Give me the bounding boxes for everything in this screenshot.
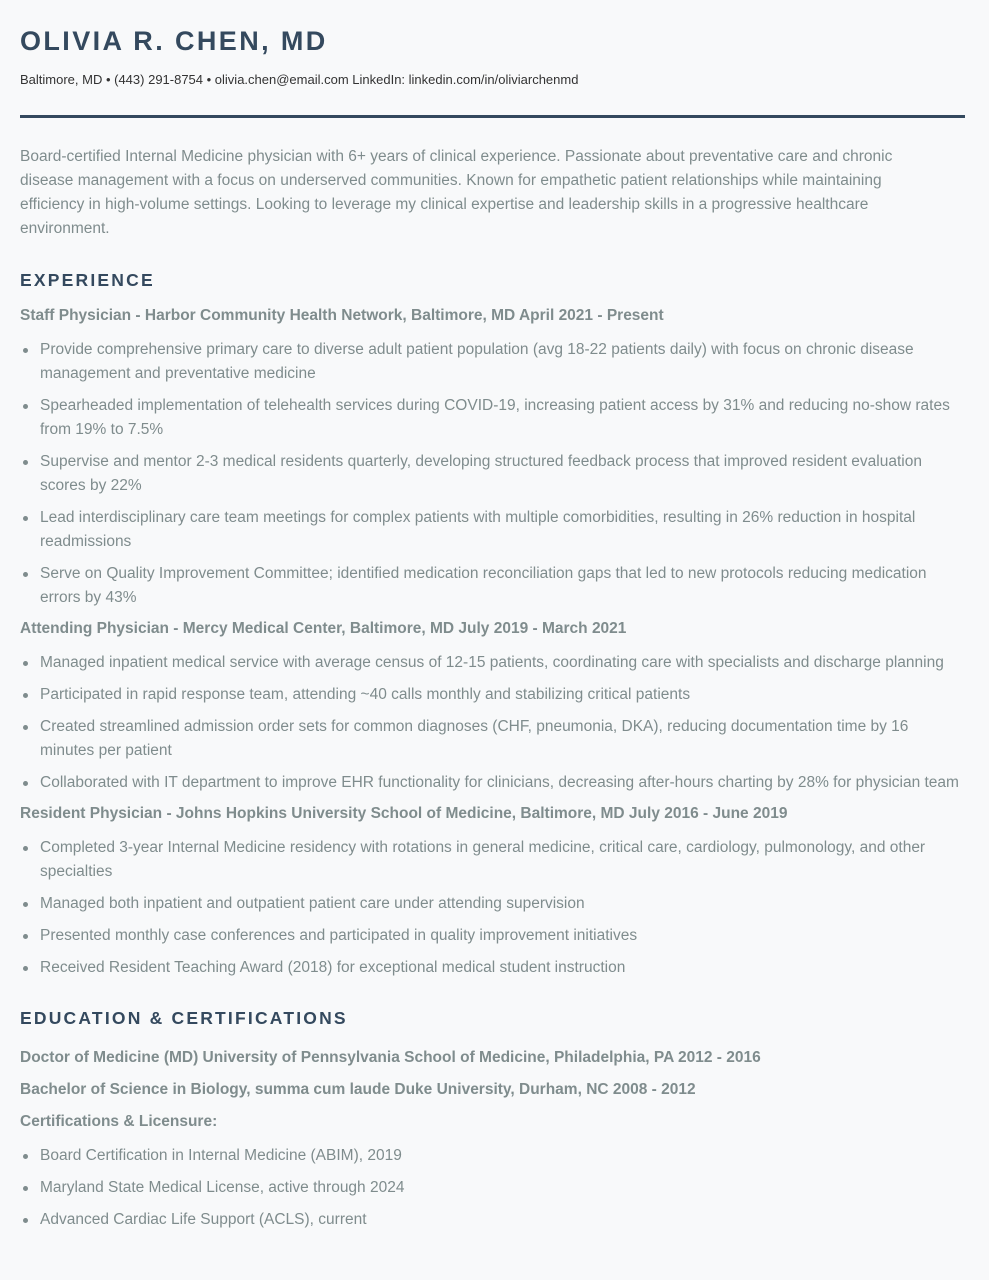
job-bullet: Collaborated with IT department to improve EHR functionality for clinicians, decreasing after-hours charting by 28% for physician team: [20, 771, 965, 795]
candidate-name: OLIVIA R. CHEN, MD: [20, 26, 328, 56]
certification-item: Maryland State Medical License, active through 2024: [20, 1176, 965, 1200]
header-divider: [20, 115, 965, 118]
job-bullet: Managed both inpatient and outpatient patient care under attending supervision: [20, 892, 965, 916]
certifications-heading: Certifications & Licensure:: [20, 1113, 218, 1130]
certification-item: Board Certification in Internal Medicine (ABIM), 2019: [20, 1144, 965, 1168]
contact-line: Baltimore, MD • (443) 291-8754 • olivia.chen@email.com LinkedIn: linkedin.com/in/oliviarchenmd: [20, 72, 579, 87]
professional-summary: Board-certified Internal Medicine physician with 6+ years of clinical experience. Passionate about preventative care and chronic disease management with a focus on underserved communities. Known for empathetic patient relationships while maintaining efficiency in high-volume settings. Looking to leverage my clinical expertise and leadership skills in a progressive healthcare environment.: [20, 148, 893, 237]
job-bullet: Supervise and mentor 2-3 medical residents quarterly, developing structured feedback process that improved resident evaluation scores by 22%: [20, 450, 965, 498]
job-bullet: Completed 3-year Internal Medicine residency with rotations in general medicine, critical care, cardiology, pulmonology, and other specialties: [20, 836, 965, 884]
job-heading: Staff Physician - Harbor Community Health Network, Baltimore, MD April 2021 - Present: [20, 307, 664, 324]
job-bullet-list: [20, 651, 969, 795]
job-bullet: Managed inpatient medical service with average census of 12-15 patients, coordinating care with specialists and discharge planning: [20, 651, 965, 675]
job-bullet: Serve on Quality Improvement Committee; identified medication reconciliation gaps that led to new protocols reducing medication errors by 43%: [20, 562, 965, 610]
job-bullet-list: [20, 338, 969, 610]
education-heading: EDUCATION & CERTIFICATIONS: [20, 1008, 348, 1028]
job-bullet: Spearheaded implementation of telehealth services during COVID-19, increasing patient access by 31% and reducing no-show rates from 19% to 7.5%: [20, 394, 965, 442]
job-heading: Attending Physician - Mercy Medical Center, Baltimore, MD July 2019 - March 2021: [20, 620, 627, 637]
degree-entry: Doctor of Medicine (MD) University of Pennsylvania School of Medicine, Philadelphia, PA 2012 - 2016: [20, 1049, 761, 1066]
certification-item: Advanced Cardiac Life Support (ACLS), current: [20, 1208, 965, 1232]
job-bullet-list: [20, 836, 969, 980]
experience-heading: EXPERIENCE: [20, 270, 155, 290]
job-bullet: Received Resident Teaching Award (2018) for exceptional medical student instruction: [20, 956, 965, 980]
job-heading: Resident Physician - Johns Hopkins University School of Medicine, Baltimore, MD July 2016 - June 2019: [20, 805, 788, 822]
job-bullet: Presented monthly case conferences and participated in quality improvement initiatives: [20, 924, 965, 948]
job-bullet: Participated in rapid response team, attending ~40 calls monthly and stabilizing critical patients: [20, 683, 965, 707]
job-bullet: Lead interdisciplinary care team meetings for complex patients with multiple comorbidities, resulting in 26% reduction in hospital readmissions: [20, 506, 965, 554]
job-bullet: Created streamlined admission order sets for common diagnoses (CHF, pneumonia, DKA), reducing documentation time by 16 minutes per patient: [20, 715, 965, 763]
job-bullet: Provide comprehensive primary care to diverse adult patient population (avg 18-22 patients daily) with focus on chronic disease management and preventative medicine: [20, 338, 965, 386]
certification-list: [20, 1144, 969, 1232]
degree-entry: Bachelor of Science in Biology, summa cum laude Duke University, Durham, NC 2008 - 2012: [20, 1081, 696, 1098]
